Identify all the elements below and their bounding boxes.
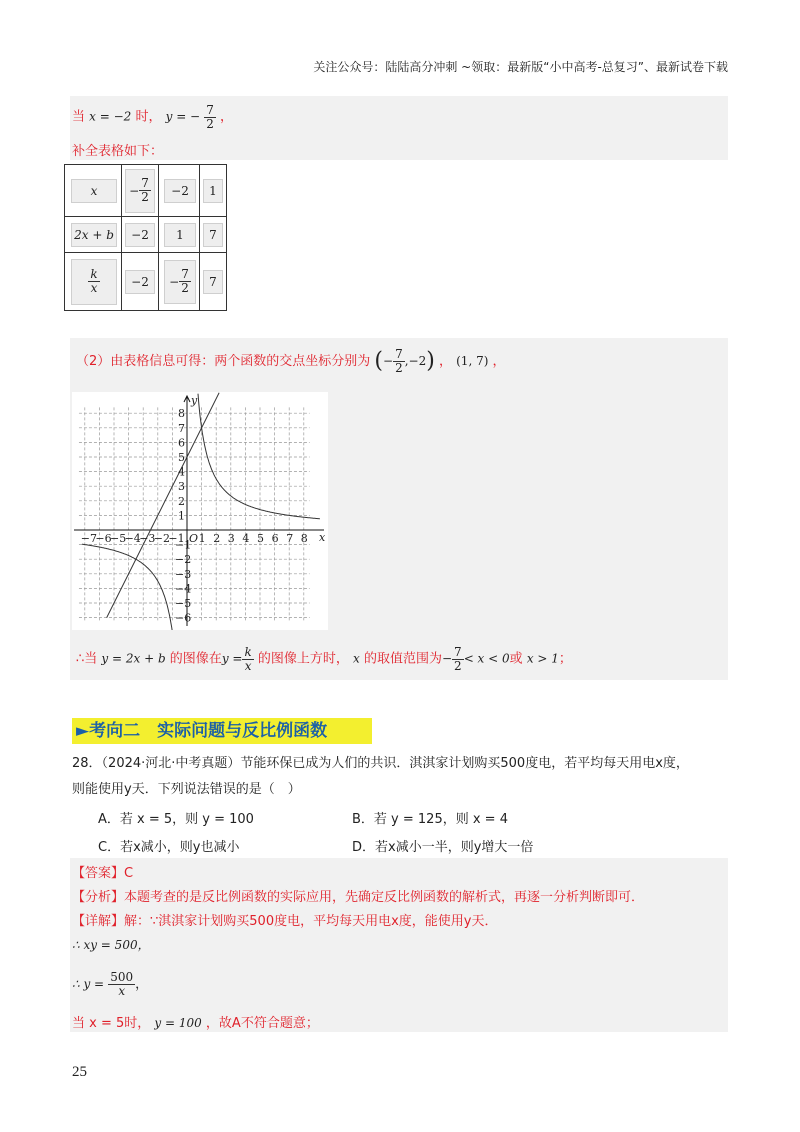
option-b: B．若 y = 125，则 x = 4: [352, 812, 508, 827]
y-tick-label: −2: [175, 553, 192, 567]
value-line: 当 x = −2 时， y = − $\frac{7}{2}$ ，: [72, 103, 234, 131]
intersection-line: （2）由表格信息可得：两个函数的交点坐标分别为 (− $\frac{7}{2}$ ,−2) ， (1, 7) ，: [76, 347, 506, 375]
detail-line: 【详解】解：∵淇淇家计划购买500度电，平均每天用电x度，能使用y天．: [72, 914, 498, 929]
y-tick-label: 2: [178, 494, 185, 508]
option-d: D．若x减小一半，则y增大一倍: [352, 840, 534, 855]
origin-label: O: [189, 532, 199, 545]
value-table: [64, 164, 227, 311]
y-tick-label: 3: [178, 480, 185, 494]
table-row: [65, 165, 227, 217]
y-tick-label: −4: [175, 582, 192, 596]
x-tick-label: 4: [242, 532, 250, 545]
x-tick-label: −5: [110, 532, 127, 545]
x-tick-label: −1: [168, 532, 185, 545]
y-tick-label: 7: [178, 421, 185, 435]
answer-line: 【答案】C: [72, 866, 134, 881]
x-tick-label: −6: [95, 532, 112, 545]
x-tick-label: 3: [227, 532, 235, 545]
point-2: (1, 7): [456, 354, 489, 368]
step-1: ∴ xy = 500，: [72, 938, 150, 952]
y-tick-label: 4: [178, 465, 185, 479]
y-tick-label: 8: [178, 407, 185, 421]
table-row: [65, 253, 227, 311]
table-cell: −2: [164, 179, 196, 203]
x-tick-label: −7: [80, 532, 98, 545]
table-cell: 7: [203, 223, 223, 247]
step-3: 当 x = 5时， y = 100 ，故A不符合题意；: [72, 1016, 319, 1031]
question-line-1: 28．（2024·河北·中考真题）节能环保已成为人们的共识．淇淇家计划购买500度电，若平均每天用电x度，: [72, 756, 689, 771]
y-tick-label: −5: [175, 597, 192, 610]
y-eq: y = −: [165, 109, 201, 124]
x-tick-label: 8: [300, 532, 308, 545]
x-tick-label: 6: [271, 532, 279, 545]
x-tick-label: 5: [257, 532, 264, 545]
when-suffix: 时，: [135, 109, 162, 125]
table-label-k-x: $\frac{k}{x}$: [71, 259, 117, 305]
page-header: 关注公众号：陆陆高分冲刺 ~领取：最新版“小中高考-总复习”、最新试卷下载: [313, 60, 728, 74]
y-tick-label: 6: [178, 436, 185, 450]
table-cell: 7: [203, 270, 223, 294]
table-row: [65, 217, 227, 253]
x-tick-label: 7: [286, 532, 294, 545]
table-intro: 补全表格如下：: [72, 144, 164, 159]
x-tick-label: 2: [213, 532, 221, 545]
conclusion-line: ∴当 y = 2x + b 的图像在y = $\frac{k}{x}$ 的图像上方时， x 的取值范围为− $\frac{7}{2}$ < x < 0或 x > 1；: [76, 645, 572, 673]
x-tick-label: 1: [198, 532, 206, 545]
y-axis-label: y: [191, 394, 198, 407]
option-a: A．若 x = 5，则 y = 100: [98, 812, 254, 827]
table-cell: − $\frac{7}{2}$: [125, 169, 155, 213]
option-c: C．若x减小，则y也减小: [98, 840, 240, 855]
table-cell: −2: [125, 223, 155, 247]
table-label-2x-b: 2x + b: [71, 223, 117, 247]
x-value: x = −2: [89, 109, 132, 124]
y-tick-label: −1: [175, 538, 192, 552]
y-tick-label: −6: [175, 611, 192, 625]
x-tick-label: −4: [124, 532, 141, 545]
page-number: 25: [72, 1064, 87, 1080]
table-label-x: x: [71, 179, 117, 203]
table-cell: −2: [125, 270, 155, 294]
analysis-line: 【分析】本题考查的是反比例函数的实际应用，先确定反比例函数的解析式，再逐一分析判断即可．: [72, 890, 645, 905]
table-cell: 1: [164, 223, 196, 247]
table-cell: − $\frac{7}{2}$: [164, 260, 196, 304]
y-fraction: $\frac{7}{2}$: [206, 103, 214, 131]
answer-block: [70, 858, 728, 1032]
function-graph: [72, 392, 328, 630]
x-tick-label: −2: [153, 532, 171, 545]
section-title: ►考向二 实际问题与反比例函数: [72, 718, 372, 744]
y-tick-label: 5: [178, 451, 185, 464]
y-tick-label: −3: [175, 567, 192, 581]
question-line-2: 则能使用y天．下列说法错误的是（ ）: [72, 782, 301, 797]
x-axis-label: x: [319, 531, 326, 544]
table-cell: 1: [203, 179, 223, 203]
y-tick-label: 1: [178, 509, 185, 523]
when-text: 当: [72, 109, 86, 125]
x-tick-label: −3: [139, 532, 156, 545]
step-2: ∴ y = $\frac{500}{x}$ ，: [72, 970, 149, 998]
